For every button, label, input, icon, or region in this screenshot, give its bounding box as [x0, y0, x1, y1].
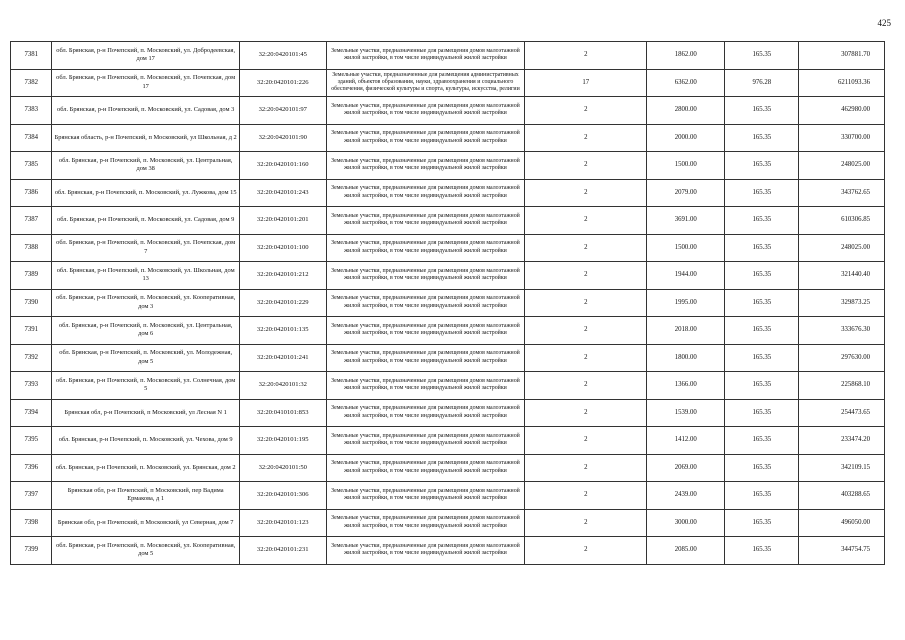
address-cell: Брянская обл, р-н Почепский, п Московский, ул Лесная N 1 [52, 399, 239, 427]
row-number-cell: 7383 [11, 97, 52, 125]
use-category-cell: 2 [525, 372, 647, 400]
use-category-cell: 2 [525, 179, 647, 207]
cadastral-value-cell: 342109.15 [799, 454, 885, 482]
area-cell: 1800.00 [647, 344, 725, 372]
row-number-cell: 7392 [11, 344, 52, 372]
cadastral-number-cell: 32:20:0420101:100 [239, 234, 326, 262]
row-number-cell: 7395 [11, 427, 52, 455]
use-category-cell: 2 [525, 454, 647, 482]
cadastral-number-cell: 32:20:0420101:212 [239, 262, 326, 290]
table-row [11, 234, 885, 262]
row-number-cell: 7396 [11, 454, 52, 482]
cadastral-number-cell: 32:20:0420101:195 [239, 427, 326, 455]
address-cell: обл. Брянская, р-н Почепский, п. Московский, ул. Солнечная, дом 5 [52, 372, 239, 400]
table-row [11, 124, 885, 152]
table-row [11, 179, 885, 207]
address-cell: Брянская обл, р-н Почепский, п Московский, пер Вадима Ермакова, д 1 [52, 482, 239, 510]
cadastral-number-cell: 32:20:0420101:50 [239, 454, 326, 482]
page-number: 425 [877, 18, 891, 28]
specific-value-cell: 165.35 [725, 399, 799, 427]
area-cell: 1412.00 [647, 427, 725, 455]
use-category-cell: 2 [525, 234, 647, 262]
cadastral-value-cell: 343762.65 [799, 179, 885, 207]
permitted-use-cell: Земельные участки, предназначенные для размещения домов малоэтажной жилой застройки, в том числе индивидуальной жилой застройки [326, 97, 525, 125]
address-cell: обл. Брянская, р-н Почепский, п. Московский, ул. Молодежная, дом 5 [52, 344, 239, 372]
specific-value-cell: 165.35 [725, 42, 799, 70]
table-body [11, 42, 885, 565]
area-cell: 1500.00 [647, 234, 725, 262]
specific-value-cell: 976.28 [725, 69, 799, 97]
specific-value-cell: 165.35 [725, 289, 799, 317]
permitted-use-cell: Земельные участки, предназначенные для размещения домов малоэтажной жилой застройки, в том числе индивидуальной жилой застройки [326, 42, 525, 70]
cadastral-number-cell: 32:20:0420101:243 [239, 179, 326, 207]
specific-value-cell: 165.35 [725, 179, 799, 207]
area-cell: 3691.00 [647, 207, 725, 235]
address-cell: обл. Брянская, р-н Почепский, п. Московский, ул. Почепская, дом 17 [52, 69, 239, 97]
use-category-cell: 2 [525, 289, 647, 317]
address-cell: обл. Брянская, р-н Почепский, п. Московский, ул. Школьная, дом 13 [52, 262, 239, 290]
specific-value-cell: 165.35 [725, 344, 799, 372]
permitted-use-cell: Земельные участки, предназначенные для размещения домов малоэтажной жилой застройки, в том числе индивидуальной жилой застройки [326, 537, 525, 565]
area-cell: 1539.00 [647, 399, 725, 427]
address-cell: обл. Брянская, р-н Почепский, п. Московский, ул. Кооперативная, дом 3 [52, 289, 239, 317]
table-row [11, 42, 885, 70]
use-category-cell: 2 [525, 42, 647, 70]
use-category-cell: 2 [525, 344, 647, 372]
table-row [11, 97, 885, 125]
row-number-cell: 7389 [11, 262, 52, 290]
cadastral-value-cell: 496050.00 [799, 509, 885, 537]
table-row [11, 317, 885, 345]
cadastral-value-cell: 254473.65 [799, 399, 885, 427]
cadastral-value-cell: 329873.25 [799, 289, 885, 317]
address-cell: обл. Брянская, р-н Почепский, п. Московский, ул. Чехова, дом 9 [52, 427, 239, 455]
specific-value-cell: 165.35 [725, 509, 799, 537]
table-row [11, 344, 885, 372]
area-cell: 2079.00 [647, 179, 725, 207]
area-cell: 2069.00 [647, 454, 725, 482]
area-cell: 3000.00 [647, 509, 725, 537]
address-cell: обл. Брянская, р-н Почепский, п. Московский, ул. Садовая, дом 9 [52, 207, 239, 235]
use-category-cell: 2 [525, 399, 647, 427]
permitted-use-cell: Земельные участки, предназначенные для размещения домов малоэтажной жилой застройки, в том числе индивидуальной жилой застройки [326, 482, 525, 510]
cadastral-number-cell: 32:20:0420101:160 [239, 152, 326, 180]
cadastral-value-cell: 333676.30 [799, 317, 885, 345]
use-category-cell: 2 [525, 152, 647, 180]
table-row [11, 509, 885, 537]
cadastral-number-cell: 32:20:0420101:90 [239, 124, 326, 152]
use-category-cell: 2 [525, 317, 647, 345]
specific-value-cell: 165.35 [725, 207, 799, 235]
permitted-use-cell: Земельные участки, предназначенные для размещения домов малоэтажной жилой застройки, в том числе индивидуальной жилой застройки [326, 427, 525, 455]
cadastral-number-cell: 32:20:0420101:231 [239, 537, 326, 565]
permitted-use-cell: Земельные участки, предназначенные для размещения домов малоэтажной жилой застройки, в том числе индивидуальной жилой застройки [326, 372, 525, 400]
use-category-cell: 17 [525, 69, 647, 97]
cadastral-value-cell: 462980.00 [799, 97, 885, 125]
area-cell: 2439.00 [647, 482, 725, 510]
use-category-cell: 2 [525, 427, 647, 455]
row-number-cell: 7398 [11, 509, 52, 537]
use-category-cell: 2 [525, 537, 647, 565]
cadastral-number-cell: 32:20:0420101:135 [239, 317, 326, 345]
specific-value-cell: 165.35 [725, 234, 799, 262]
permitted-use-cell: Земельные участки, предназначенные для размещения домов малоэтажной жилой застройки, в том числе индивидуальной жилой застройки [326, 152, 525, 180]
table-row [11, 152, 885, 180]
table-row [11, 207, 885, 235]
table-row [11, 289, 885, 317]
address-cell: Брянская обл, р-н Почепский, п Московский, ул Северная, дом 7 [52, 509, 239, 537]
permitted-use-cell: Земельные участки, предназначенные для размещения домов малоэтажной жилой застройки, в том числе индивидуальной жилой застройки [326, 289, 525, 317]
cadastral-value-cell: 403288.65 [799, 482, 885, 510]
cadastral-value-cell: 225868.10 [799, 372, 885, 400]
use-category-cell: 2 [525, 482, 647, 510]
cadastral-value-cell: 330700.00 [799, 124, 885, 152]
area-cell: 2085.00 [647, 537, 725, 565]
table-row [11, 69, 885, 97]
row-number-cell: 7397 [11, 482, 52, 510]
cadastral-value-cell: 248025.00 [799, 234, 885, 262]
permitted-use-cell: Земельные участки, предназначенные для размещения административных зданий, объектов образования, науки, здравоохранения и социального обеспечения, физической культуры и спорта, культуры, искусства, религии [326, 69, 525, 97]
address-cell: обл. Брянская, р-н Почепский, п. Московский, ул. Центральная, дом 6 [52, 317, 239, 345]
area-cell: 1366.00 [647, 372, 725, 400]
row-number-cell: 7385 [11, 152, 52, 180]
cadastral-number-cell: 32:20:0420101:97 [239, 97, 326, 125]
cadastral-value-cell: 248025.00 [799, 152, 885, 180]
cadastral-value-table [10, 41, 885, 565]
table-row [11, 482, 885, 510]
area-cell: 2800.00 [647, 97, 725, 125]
cadastral-value-cell: 233474.20 [799, 427, 885, 455]
permitted-use-cell: Земельные участки, предназначенные для размещения домов малоэтажной жилой застройки, в том числе индивидуальной жилой застройки [326, 509, 525, 537]
row-number-cell: 7391 [11, 317, 52, 345]
address-cell: Брянская область, р-н Почепский, п Московский, ул Школьная, д 2 [52, 124, 239, 152]
address-cell: обл. Брянская, р-н Почепский, п. Московский, ул. Кооперативная, дом 5 [52, 537, 239, 565]
area-cell: 1944.00 [647, 262, 725, 290]
area-cell: 6362.00 [647, 69, 725, 97]
cadastral-number-cell: 32:20:0410101:853 [239, 399, 326, 427]
cadastral-value-cell: 307881.70 [799, 42, 885, 70]
cadastral-number-cell: 32:20:0420101:241 [239, 344, 326, 372]
permitted-use-cell: Земельные участки, предназначенные для размещения домов малоэтажной жилой застройки, в том числе индивидуальной жилой застройки [326, 344, 525, 372]
specific-value-cell: 165.35 [725, 482, 799, 510]
table-row [11, 399, 885, 427]
address-cell: обл. Брянская, р-н Почепский, п. Московский, ул. Почепская, дом 7 [52, 234, 239, 262]
permitted-use-cell: Земельные участки, предназначенные для размещения домов малоэтажной жилой застройки, в том числе индивидуальной жилой застройки [326, 124, 525, 152]
address-cell: обл. Брянская, р-н Почепский, п. Московский, ул. Добродеевская, дом 17 [52, 42, 239, 70]
permitted-use-cell: Земельные участки, предназначенные для размещения домов малоэтажной жилой застройки, в том числе индивидуальной жилой застройки [326, 179, 525, 207]
permitted-use-cell: Земельные участки, предназначенные для размещения домов малоэтажной жилой застройки, в том числе индивидуальной жилой застройки [326, 317, 525, 345]
row-number-cell: 7399 [11, 537, 52, 565]
address-cell: обл. Брянская, р-н Почепский, п. Московский, ул. Брянская, дом 2 [52, 454, 239, 482]
cadastral-number-cell: 32:20:0420101:32 [239, 372, 326, 400]
use-category-cell: 2 [525, 124, 647, 152]
cadastral-value-cell: 321440.40 [799, 262, 885, 290]
row-number-cell: 7381 [11, 42, 52, 70]
row-number-cell: 7384 [11, 124, 52, 152]
cadastral-value-cell: 6211093.36 [799, 69, 885, 97]
specific-value-cell: 165.35 [725, 152, 799, 180]
specific-value-cell: 165.35 [725, 317, 799, 345]
permitted-use-cell: Земельные участки, предназначенные для размещения домов малоэтажной жилой застройки, в том числе индивидуальной жилой застройки [326, 262, 525, 290]
permitted-use-cell: Земельные участки, предназначенные для размещения домов малоэтажной жилой застройки, в том числе индивидуальной жилой застройки [326, 454, 525, 482]
specific-value-cell: 165.35 [725, 372, 799, 400]
row-number-cell: 7393 [11, 372, 52, 400]
table-row [11, 427, 885, 455]
table-row [11, 537, 885, 565]
specific-value-cell: 165.35 [725, 262, 799, 290]
specific-value-cell: 165.35 [725, 97, 799, 125]
cadastral-number-cell: 32:20:0420101:45 [239, 42, 326, 70]
row-number-cell: 7387 [11, 207, 52, 235]
address-cell: обл. Брянская, р-н Почепский, п. Московский, ул. Лужкова, дом 15 [52, 179, 239, 207]
specific-value-cell: 165.35 [725, 454, 799, 482]
permitted-use-cell: Земельные участки, предназначенные для размещения домов малоэтажной жилой застройки, в том числе индивидуальной жилой застройки [326, 234, 525, 262]
cadastral-value-cell: 344754.75 [799, 537, 885, 565]
permitted-use-cell: Земельные участки, предназначенные для размещения домов малоэтажной жилой застройки, в том числе индивидуальной жилой застройки [326, 207, 525, 235]
row-number-cell: 7390 [11, 289, 52, 317]
specific-value-cell: 165.35 [725, 537, 799, 565]
cadastral-number-cell: 32:20:0420101:123 [239, 509, 326, 537]
cadastral-number-cell: 32:20:0420101:306 [239, 482, 326, 510]
use-category-cell: 2 [525, 207, 647, 235]
table-row [11, 454, 885, 482]
area-cell: 1862.00 [647, 42, 725, 70]
address-cell: обл. Брянская, р-н Почепский, п. Московский, ул. Садовая, дом 3 [52, 97, 239, 125]
area-cell: 2018.00 [647, 317, 725, 345]
row-number-cell: 7382 [11, 69, 52, 97]
cadastral-value-cell: 297630.00 [799, 344, 885, 372]
specific-value-cell: 165.35 [725, 427, 799, 455]
area-cell: 2000.00 [647, 124, 725, 152]
address-cell: обл. Брянская, р-н Почепский, п. Московский, ул. Центральная, дом 38 [52, 152, 239, 180]
area-cell: 1995.00 [647, 289, 725, 317]
use-category-cell: 2 [525, 97, 647, 125]
area-cell: 1500.00 [647, 152, 725, 180]
row-number-cell: 7386 [11, 179, 52, 207]
row-number-cell: 7394 [11, 399, 52, 427]
table-row [11, 372, 885, 400]
cadastral-number-cell: 32:20:0420101:201 [239, 207, 326, 235]
use-category-cell: 2 [525, 509, 647, 537]
table-row [11, 262, 885, 290]
cadastral-value-cell: 610306.85 [799, 207, 885, 235]
cadastral-number-cell: 32:20:0420101:229 [239, 289, 326, 317]
permitted-use-cell: Земельные участки, предназначенные для размещения домов малоэтажной жилой застройки, в том числе индивидуальной жилой застройки [326, 399, 525, 427]
row-number-cell: 7388 [11, 234, 52, 262]
specific-value-cell: 165.35 [725, 124, 799, 152]
use-category-cell: 2 [525, 262, 647, 290]
cadastral-number-cell: 32:20:0420101:226 [239, 69, 326, 97]
